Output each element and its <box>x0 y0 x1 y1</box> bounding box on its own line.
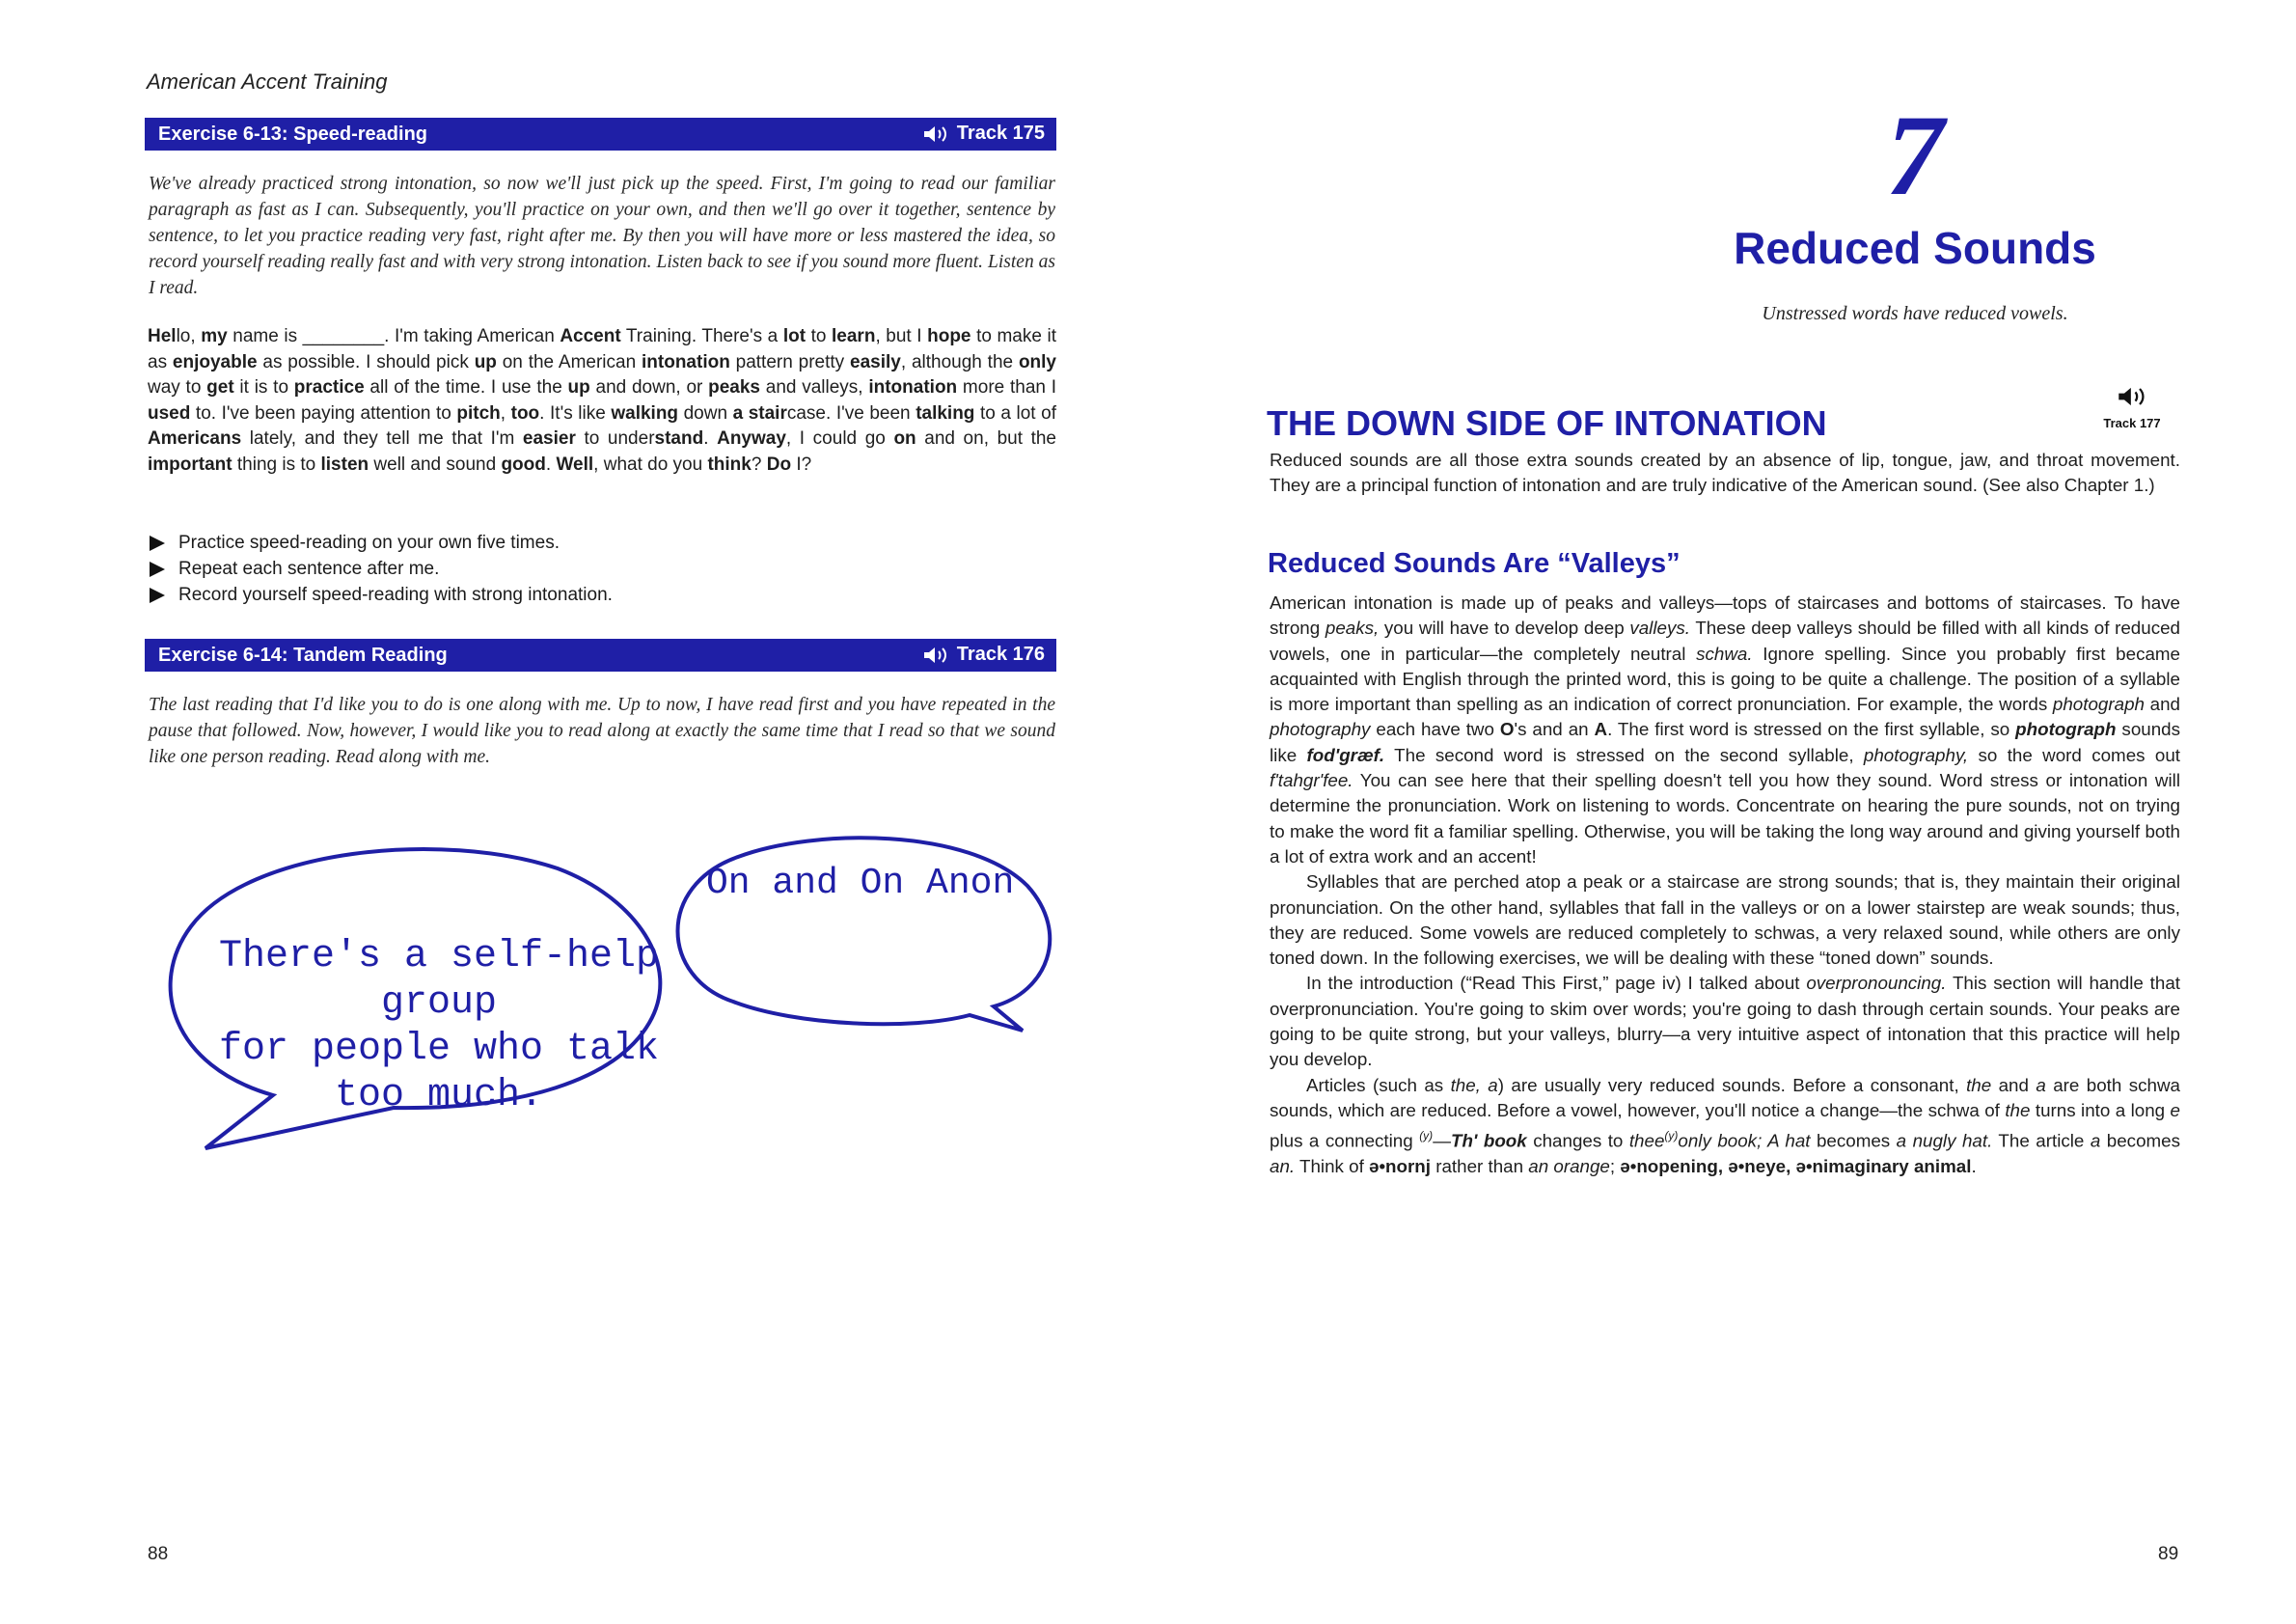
paragraph-run: pattern pretty <box>729 351 850 372</box>
paragraph-run: ? <box>751 454 767 475</box>
valleys-body <box>1270 591 2180 1179</box>
text-run: valleys. <box>1629 618 1690 639</box>
text-run: e <box>2170 1099 2180 1120</box>
text-run: so the word comes out <box>1968 744 2180 765</box>
text-run: a <box>2036 1074 2046 1095</box>
paragraph-run: . <box>545 454 557 475</box>
chapter-number: 7 <box>1886 91 1944 219</box>
paragraph-run: down <box>678 402 733 424</box>
text-run: an. <box>1270 1155 1296 1176</box>
track-label: Track 177 <box>2103 416 2161 430</box>
small-bubble-text: On and On Anon <box>706 863 1015 904</box>
section-intro: Reduced sounds are all those extra sounds created by an absence of lip, tongue, jaw, and throat movement. They are a principal function of intonation and are truly indicative of the American sound. (See also Chapter 1.) <box>1270 450 2180 496</box>
stressed-word: think <box>707 454 752 475</box>
stressed-word: easily <box>850 351 901 372</box>
paragraph-run: more than I <box>957 377 1056 398</box>
stressed-word: up <box>474 351 497 372</box>
stressed-word: important <box>148 454 232 475</box>
paragraph-run: it is to <box>233 377 294 398</box>
track-label: Track 175 <box>956 123 1045 144</box>
instruction-list <box>150 530 1018 608</box>
paragraph-run: , but I <box>875 326 928 346</box>
text-run: Syllables that are perched atop a peak or a staircase are strong sounds; that is, they maintain their original pronunciation. On the other hand, syllables that fall in the valleys or on a lower stairstep are weak sounds; thus, they are reduced. Some vowels are reduced completely to schwas, a very relaxed sound, while others are only toned down. In the following exercises, we will be dealing with these “toned down” sounds. <box>1270 871 2180 969</box>
text-run: sounds like <box>1270 719 2180 765</box>
speaker-icon <box>2117 384 2147 409</box>
stressed-word: stand <box>654 428 704 449</box>
stressed-word: peaks <box>708 377 760 398</box>
paragraph-run: and on, but the <box>916 428 1056 449</box>
text-run: and <box>1991 1074 2036 1095</box>
text-run: schwa. <box>1696 643 1753 664</box>
text-run: photography <box>1270 719 1371 740</box>
stressed-word: Americans <box>148 428 242 449</box>
text-run: The article <box>1992 1130 2091 1151</box>
text-run: ) are usually very reduced sounds. Before a consonant, <box>1497 1074 1967 1095</box>
text-run: becomes <box>1810 1130 1897 1151</box>
speaker-icon <box>922 645 949 666</box>
text-run: overpronouncing. <box>1806 973 1947 994</box>
exercise-title: Exercise 6-14: Tandem Reading <box>158 645 448 666</box>
paragraph-run: , <box>500 402 511 424</box>
stressed-word: hope <box>927 326 971 346</box>
text-run: peaks, <box>1325 618 1380 639</box>
text-run: These deep valleys should be filled with all kinds of reduced vowels, one in particular—the completely neutral <box>1270 618 2180 664</box>
stressed-word: up <box>567 377 590 398</box>
speed-reading-paragraph <box>148 324 1056 478</box>
paragraph-run: and down, or <box>589 377 709 398</box>
stressed-word: walking <box>611 402 679 424</box>
text-run: f'tahgr'fee. <box>1270 770 1353 791</box>
stressed-word: used <box>148 402 191 424</box>
track-177[interactable] <box>2093 384 2171 430</box>
text-run: You can see here that their spelling doesn't tell you how they sound. Word stress or intonation will determine the pronunciation. Work on listening to words. Concentrate on hearing the pure sounds, not on trying to make the word fit a familiar spelling. Otherwise, you will be taking the long way around and giving yourself both a lot of extra work and an accent! <box>1270 770 2180 867</box>
text-run: an orange <box>1528 1155 1610 1176</box>
text-run: . <box>1971 1155 1977 1176</box>
track-175[interactable] <box>922 123 1045 145</box>
list-item: Record yourself speed-reading with strong intonation. <box>150 582 1018 608</box>
stressed-word: too <box>510 402 540 424</box>
list-item: Practice speed-reading on your own five times. <box>150 530 1018 556</box>
text-run: changes to <box>1526 1130 1629 1151</box>
text-run: Think of <box>1295 1155 1370 1176</box>
page-number: 88 <box>148 1544 169 1564</box>
arrow-bullet-icon <box>150 562 165 577</box>
text-run: and <box>2144 694 2180 715</box>
text-run: American intonation is made up of peaks and valleys—tops of staircases and bottoms of staircases. To have strong <box>1270 592 2180 639</box>
stressed-word: listen <box>320 454 369 475</box>
text-run: The second word is stressed on the second syllable, <box>1384 744 1864 765</box>
stressed-word: learn <box>832 326 876 346</box>
text-run: photograph <box>2052 694 2145 715</box>
stressed-word: practice <box>293 377 365 398</box>
stressed-word: enjoyable <box>172 351 258 372</box>
exercise-6-13-intro: We've already practiced strong intonation, so now we'll just pick up the speed. First, I'm going to read our familiar paragraph as fast as I can. Subsequently, you'll practice on your own, and then we'll go over it together, sentence by sentence, to let you practice reading very fast, right after me. By then you will have more or less mastered the idea, so record yourself reading really fast and with very strong intonation. Listen back to see if you sound more fluent. Listen as I read. <box>149 174 1055 298</box>
paragraph-run: name is ________. I'm taking American <box>227 326 560 346</box>
running-head: American Accent Training <box>147 69 388 94</box>
text-run: photograph <box>2015 719 2117 740</box>
text-run: the <box>1966 1074 1992 1095</box>
text-run: photography, <box>1863 744 1969 765</box>
paragraph-run: Training. There's a <box>620 326 783 346</box>
track-label: Track 176 <box>956 644 1045 665</box>
speaker-icon <box>922 124 949 145</box>
paragraph-run: all of the time. I use the <box>364 377 568 398</box>
text-run: This section will handle that overpronunciation. You're going to skim over words; you're going to dash through certain sounds. Your peaks are going to be quite strong, but your valleys, blurry—a very intuitive aspect of intonation that this practice will help you develop. <box>1270 973 2181 1070</box>
text-run: ə•nopening, ə•neye, ə•nimaginary animal <box>1620 1155 1972 1176</box>
text-run: . The first word is stressed on the first syllable, so <box>1607 719 2016 740</box>
body-paragraph <box>1270 869 2180 971</box>
stressed-word: good <box>501 454 546 475</box>
stressed-word: my <box>201 326 228 346</box>
paragraph-run: and valleys, <box>760 377 869 398</box>
exercise-6-14-header <box>145 639 1056 672</box>
paragraph-run: . <box>703 428 718 449</box>
text-run: (y) <box>1664 1129 1679 1143</box>
text-run: — <box>1433 1130 1451 1151</box>
stressed-word: Accent <box>560 326 621 346</box>
paragraph-run: to a lot of <box>974 402 1056 424</box>
paragraph-run: I? <box>791 454 812 475</box>
text-run: Ignore spelling. Since you probably first became acquainted with English through the printed word, this is going to be quite a challenge. The position of a syllable is more important than spelling as an indication of correct pronunciation. For example, the words <box>1270 643 2180 715</box>
text-run: ; <box>1609 1155 1621 1176</box>
text-run: Th' book <box>1450 1130 1527 1151</box>
page-number-right: 89 <box>2158 1544 2179 1564</box>
text-run: the, a <box>1450 1074 1498 1095</box>
exercise-6-14-intro: The last reading that I'd like you to do is one along with me. Up to now, I have read first and you have repeated in the pause that followed. Now, however, I would like you to read along at exactly the same time that I read so that we sound like one person reading. Read along with me. <box>149 695 1055 767</box>
text-run: a <box>2090 1130 2101 1151</box>
paragraph-run: well and sound <box>369 454 502 475</box>
stressed-word: talking <box>916 402 975 424</box>
paragraph-run: on the American <box>496 351 642 372</box>
text-run: rather than <box>1430 1155 1529 1176</box>
stressed-word: a stair <box>732 402 787 424</box>
stressed-word: Do <box>766 454 792 475</box>
stressed-word: on <box>893 428 916 449</box>
stressed-word: Well <box>556 454 594 475</box>
paragraph-run: , what do you <box>593 454 708 475</box>
paragraph-run: , although the <box>900 351 1019 372</box>
text-run: turns into a long <box>2030 1099 2171 1120</box>
paragraph-run: , I could go <box>785 428 894 449</box>
paragraph-run: lately, and they tell me that I'm <box>241 428 523 449</box>
text-run: ə•nornj <box>1369 1155 1431 1176</box>
stressed-word: lot <box>782 326 806 346</box>
stressed-word: Anyway <box>717 428 786 449</box>
text-run: a nugly hat. <box>1896 1130 1993 1151</box>
paragraph-run: to. I've been paying attention to <box>190 402 457 424</box>
body-paragraph <box>1270 591 2180 869</box>
section-title: THE DOWN SIDE OF INTONATION <box>1267 403 1827 443</box>
paragraph-run: as possible. I should pick <box>257 351 475 372</box>
paragraph-run: thing is to <box>232 454 321 475</box>
exercise-6-13-header <box>145 118 1056 151</box>
stressed-word: easier <box>522 428 576 449</box>
large-bubble-text: There's a self-help group for people who talk too much. <box>218 935 660 1117</box>
text-run: each have two <box>1370 719 1500 740</box>
list-item: Repeat each sentence after me. <box>150 556 1018 582</box>
body-paragraph <box>1270 1073 2180 1179</box>
text-run: are both schwa sounds, which are reduced. Before a vowel, however, you'll notice a change—the schwa of <box>1270 1074 2180 1120</box>
paragraph-run: case. I've been <box>786 402 916 424</box>
paragraph-run: to <box>806 326 833 346</box>
exercise-title: Exercise 6-13: Speed-reading <box>158 124 428 145</box>
text-run: plus a connecting <box>1270 1130 1420 1151</box>
body-paragraph <box>1270 971 2180 1072</box>
stressed-word: only <box>1018 351 1056 372</box>
stressed-word: pitch <box>456 402 501 424</box>
text-run: In the introduction (“Read This First,” page iv) I talked about <box>1306 973 1807 994</box>
text-run: fod'græf. <box>1306 744 1385 765</box>
paragraph-run: lo, <box>176 326 202 346</box>
arrow-bullet-icon <box>150 588 165 603</box>
text-run: 's and an <box>1514 719 1595 740</box>
text-run: A <box>1594 719 1608 740</box>
paragraph-run: way to <box>148 377 207 398</box>
text-run: becomes <box>2100 1130 2180 1151</box>
chapter-subtitle: Unstressed words have reduced vowels. <box>1762 303 2068 324</box>
text-run: the <box>2005 1099 2031 1120</box>
text-run: you will have to develop deep <box>1379 618 1630 639</box>
chapter-title: Reduced Sounds <box>1734 223 2096 273</box>
text-run: only book; A hat <box>1678 1130 1811 1151</box>
text-run: thee <box>1628 1130 1665 1151</box>
stressed-word: get <box>206 377 234 398</box>
stressed-word: Hel <box>148 326 177 346</box>
stressed-word: intonation <box>642 351 730 372</box>
paragraph-run: . It's like <box>539 402 612 424</box>
text-run: (y) <box>1419 1129 1434 1143</box>
subsection-title: Reduced Sounds Are “Valleys” <box>1268 548 1681 579</box>
track-176[interactable] <box>922 644 1045 666</box>
text-run: O <box>1499 719 1515 740</box>
arrow-bullet-icon <box>150 536 165 551</box>
paragraph-run: to make it as <box>148 326 1056 372</box>
stressed-word: intonation <box>868 377 958 398</box>
paragraph-run: to under <box>575 428 655 449</box>
text-run: Articles (such as <box>1306 1074 1451 1095</box>
